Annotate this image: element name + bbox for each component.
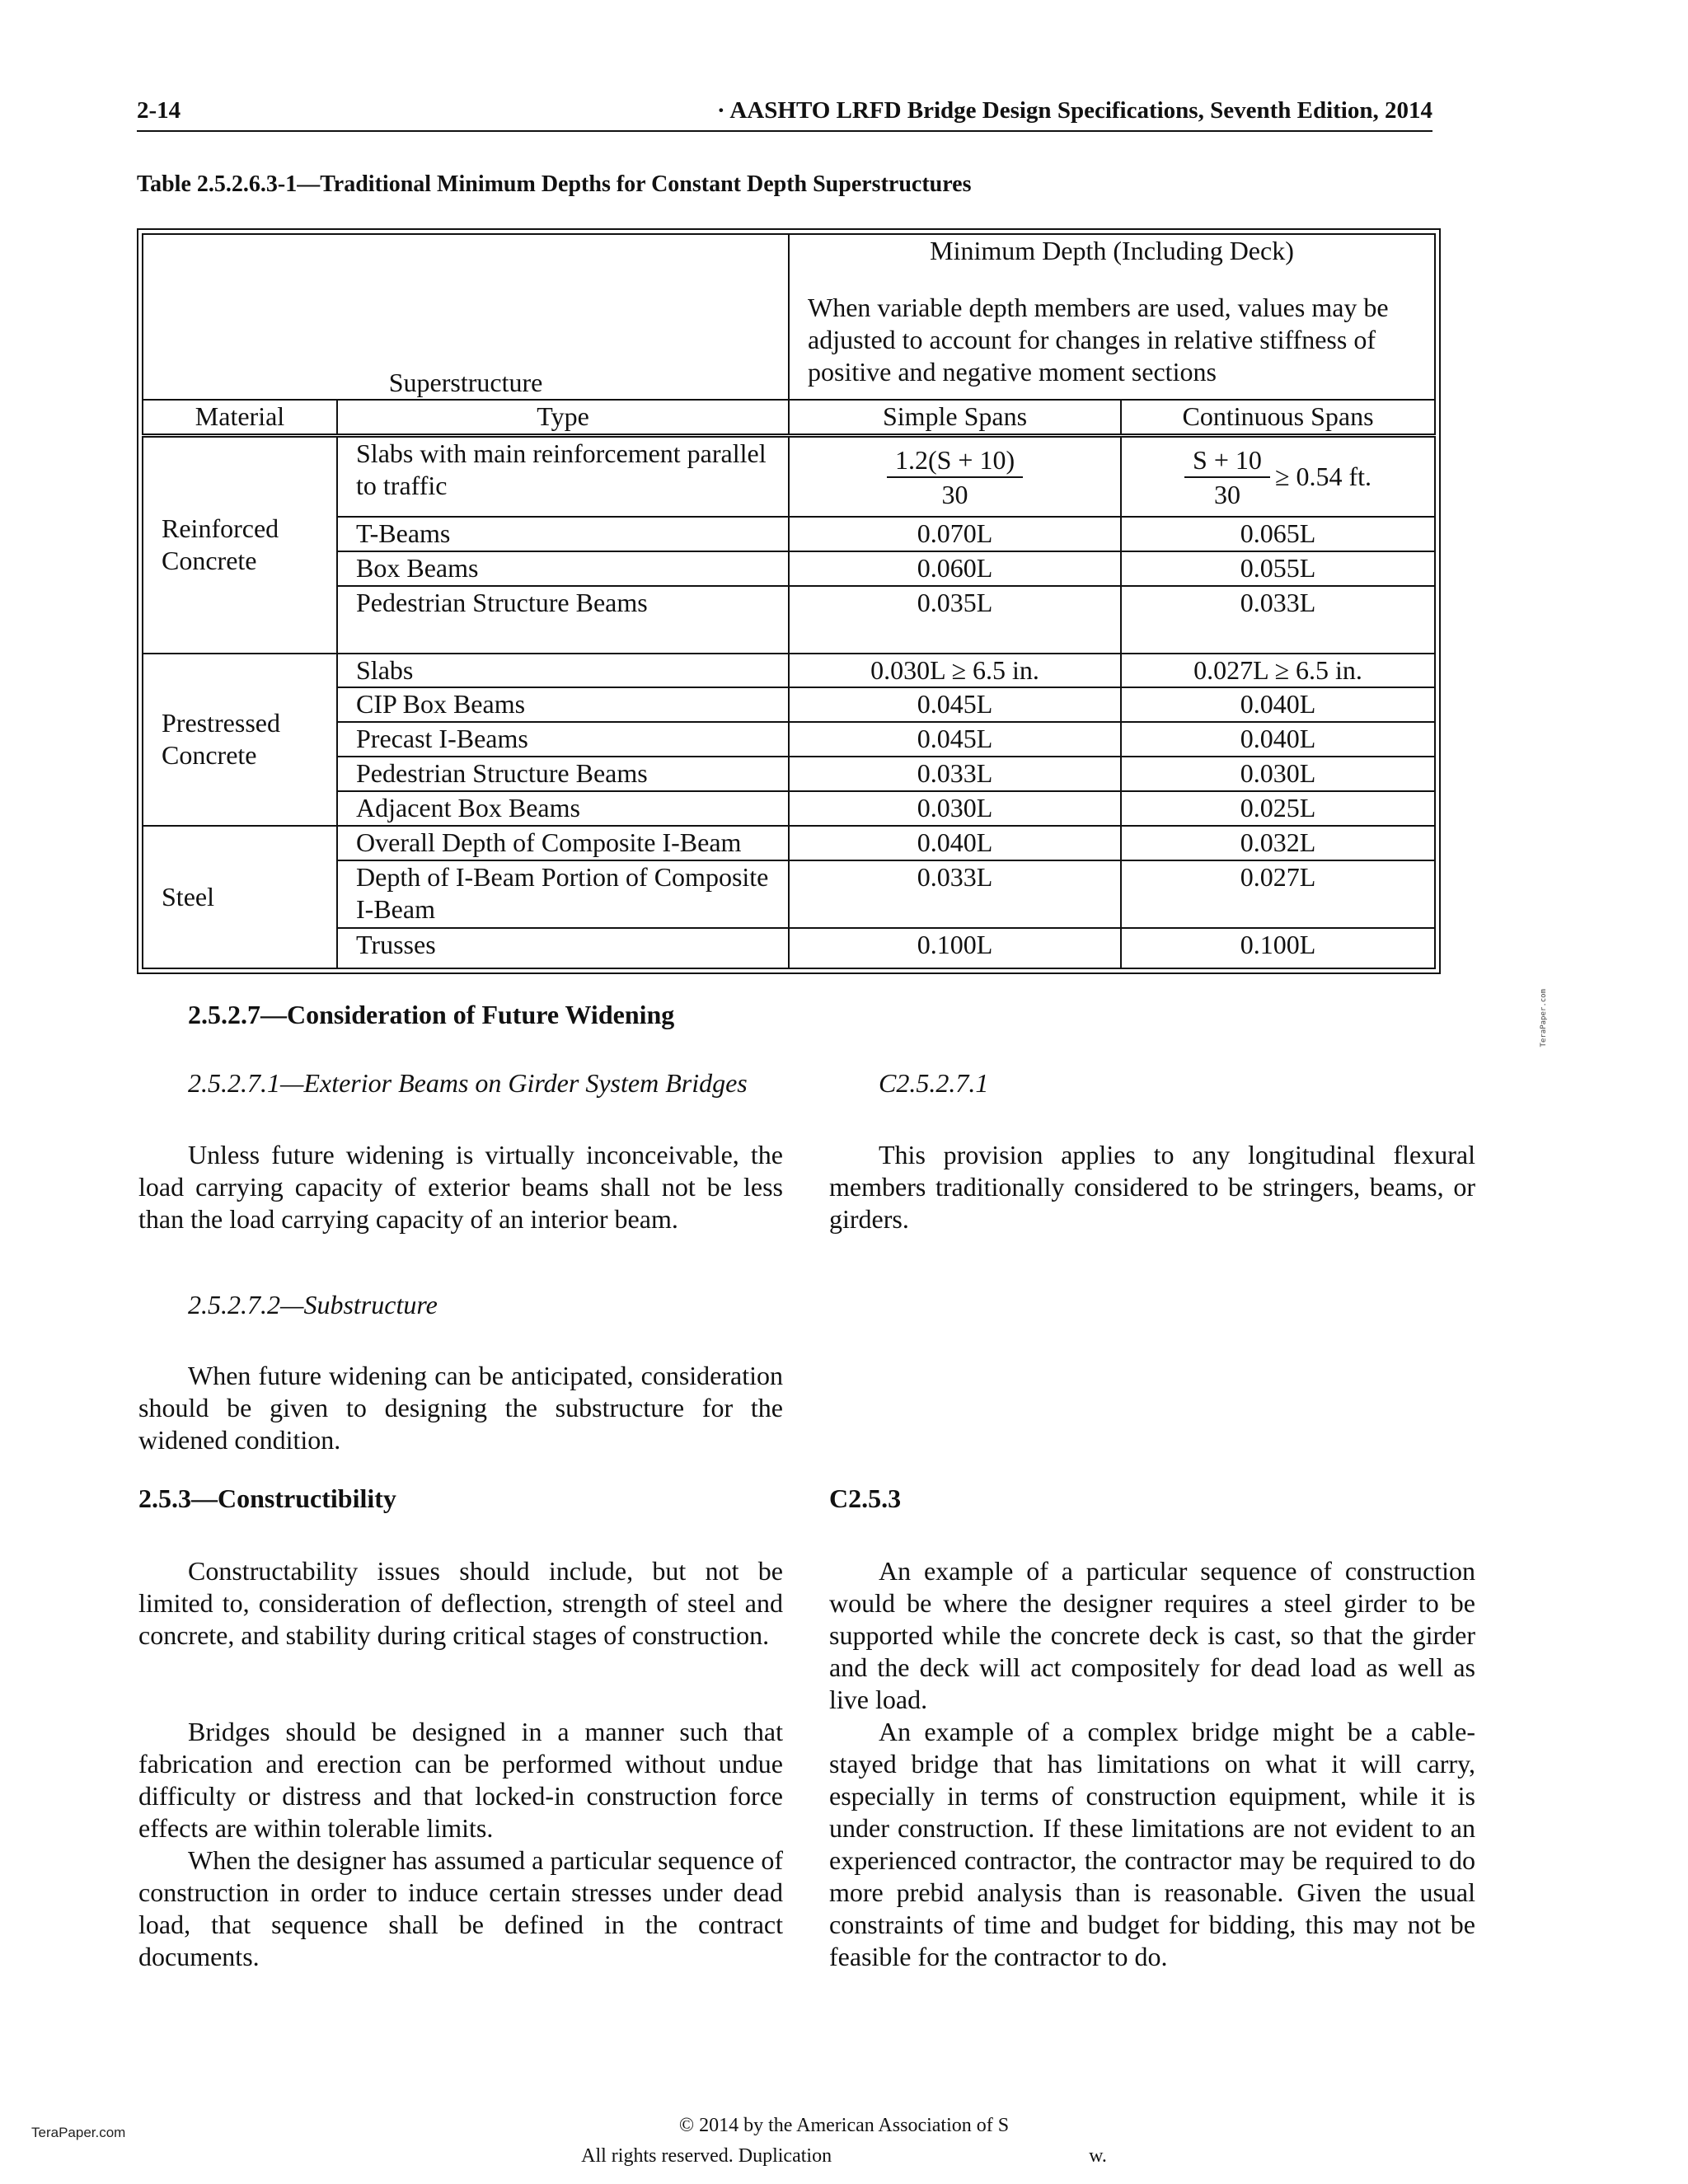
formula-simple-num: 1.2(S + 10) bbox=[887, 443, 1023, 478]
footer-line-1: © 2014 by the American Association of S bbox=[678, 2115, 1010, 2136]
value-continuous: 0.033L bbox=[1121, 586, 1435, 654]
value-simple: 0.070L bbox=[789, 517, 1121, 551]
paragraph-25272: When future widening can be anticipated, consideration should be given to designing the substructure for the widened condition. bbox=[138, 1361, 783, 1455]
footer-line-2 bbox=[0, 2145, 1688, 2168]
value-continuous: 0.040L bbox=[1121, 722, 1435, 757]
type-cell: Slabs bbox=[337, 654, 789, 688]
section-heading-2527: 2.5.2.7—Consideration of Future Widening bbox=[188, 1000, 675, 1029]
watermark-side: TeraPaper.com bbox=[1540, 989, 1548, 1047]
paragraph-25271: Unless future widening is virtually inconceivable, the load carrying capacity of exterior beams shall not be less than the load carrying capacity of an interior beam. bbox=[138, 1140, 783, 1234]
value-continuous: 0.027L ≥ 6.5 in. bbox=[1121, 654, 1435, 688]
footer-line-2-tail: w. bbox=[1089, 2145, 1107, 2167]
value-simple: 0.030L ≥ 6.5 in. bbox=[789, 654, 1121, 688]
running-title: · AASHTO LRFD Bridge Design Specifications, Seventh Edition, 2014 bbox=[717, 97, 1432, 124]
type-cell: Overall Depth of Composite I-Beam bbox=[337, 826, 789, 860]
type-cell: Pedestrian Structure Beams bbox=[337, 757, 789, 791]
value-simple: 0.060L bbox=[789, 551, 1121, 586]
type-cell: Box Beams bbox=[337, 551, 789, 586]
value-continuous: 0.030L bbox=[1121, 757, 1435, 791]
type-cell: T-Beams bbox=[337, 517, 789, 551]
formula-cont-den: 30 bbox=[1213, 479, 1240, 509]
watermark-foot: TeraPaper.com bbox=[31, 2125, 126, 2140]
type-cell: Adjacent Box Beams bbox=[337, 791, 789, 826]
footer-line-2-text: All rights reserved. Duplication bbox=[581, 2145, 832, 2167]
formula-continuous bbox=[1121, 436, 1435, 517]
col-type: Type bbox=[337, 400, 789, 435]
material-cell: Prestressed Concrete bbox=[143, 654, 337, 827]
subsection-heading-25271: 2.5.2.7.1—Exterior Beams on Girder System Bridges bbox=[188, 1068, 748, 1098]
type-cell: Precast I-Beams bbox=[337, 722, 789, 757]
type-cell: Trusses bbox=[337, 928, 789, 968]
paragraph-253-2-3: Bridges should be designed in a manner such that fabrication and erection can be performed without undue difficulty or distress and that locked-in construction force effects are within tolerable limits. When the designer has assumed a particular sequence of construction in order to induce certain stresses under dead load, that sequence shall be defined in the contract documents. bbox=[138, 1717, 783, 1971]
commentary-label-25271: C2.5.2.7.1 bbox=[879, 1068, 989, 1098]
type-cell: Depth of I-Beam Portion of Composite I-Beam bbox=[337, 860, 789, 928]
value-continuous: 0.027L bbox=[1121, 860, 1435, 928]
value-continuous: 0.025L bbox=[1121, 791, 1435, 826]
head-min-depth-cell bbox=[789, 234, 1435, 400]
type-cell: Pedestrian Structure Beams bbox=[337, 586, 789, 654]
col-simple: Simple Spans bbox=[789, 400, 1121, 435]
value-simple: 0.033L bbox=[789, 860, 1121, 928]
subsection-heading-25272: 2.5.2.7.2—Substructure bbox=[188, 1290, 438, 1319]
value-continuous: 0.065L bbox=[1121, 517, 1435, 551]
material-cell: Steel bbox=[143, 826, 337, 968]
type-cell: Slabs with main reinforcement parallel to traffic bbox=[337, 436, 789, 517]
value-continuous: 0.100L bbox=[1121, 928, 1435, 968]
header-rule bbox=[137, 130, 1432, 132]
value-continuous: 0.055L bbox=[1121, 551, 1435, 586]
value-simple: 0.045L bbox=[789, 722, 1121, 757]
head-min-depth: Minimum Depth (Including Deck) bbox=[930, 236, 1294, 265]
formula-simple-den: 30 bbox=[941, 479, 968, 509]
col-continuous: Continuous Spans bbox=[1121, 400, 1435, 435]
value-simple: 0.100L bbox=[789, 928, 1121, 968]
material-cell: Reinforced Concrete bbox=[143, 436, 337, 654]
paragraph-253-1: Constructability issues should include, but not be limited to, consideration of deflection, strength of steel and concrete, and stability during critical stages of construction. bbox=[138, 1556, 783, 1650]
commentary-253: An example of a particular sequence of construction would be where the designer requires a steel girder to be supported while the concrete deck is cast, so that the girder and the deck will act compositely for dead load as well as live load. An example of a complex bridge might be a cable-stayed bridge that has limitations on what it will carry, especially in terms of construction equipment, while it is under construction. If these limitations are not evident to an experienced contractor, the contractor may be required to do more prebid analysis than is reasonable. Given the usual constraints of time and budget for bidding, this may not be feasible for the contractor to do. bbox=[829, 1556, 1475, 1971]
formula-cont-num: S + 10 bbox=[1184, 443, 1270, 478]
formula-cont-suffix: ≥ 0.54 ft. bbox=[1274, 462, 1372, 492]
value-continuous: 0.032L bbox=[1121, 826, 1435, 860]
type-cell: CIP Box Beams bbox=[337, 687, 789, 722]
value-simple: 0.033L bbox=[789, 757, 1121, 791]
value-simple: 0.045L bbox=[789, 687, 1121, 722]
head-superstructure: Superstructure bbox=[143, 234, 789, 400]
commentary-label-253: C2.5.3 bbox=[829, 1483, 902, 1513]
value-simple: 0.040L bbox=[789, 826, 1121, 860]
formula-simple bbox=[789, 436, 1121, 517]
col-material: Material bbox=[143, 400, 337, 435]
value-simple: 0.035L bbox=[789, 586, 1121, 654]
min-depth-table bbox=[142, 233, 1436, 969]
value-continuous: 0.040L bbox=[1121, 687, 1435, 722]
table-caption: Table 2.5.2.6.3-1—Traditional Minimum Depths for Constant Depth Superstructures bbox=[137, 171, 972, 197]
page-number: 2-14 bbox=[137, 97, 181, 124]
head-note: When variable depth members are used, values may be adjusted to account for changes in relative stiffness of positive and negative moment sections bbox=[808, 293, 1389, 387]
commentary-25271: This provision applies to any longitudinal flexural members traditionally considered to be stringers, beams, or girders. bbox=[829, 1140, 1475, 1234]
value-simple: 0.030L bbox=[789, 791, 1121, 826]
section-heading-253: 2.5.3—Constructibility bbox=[138, 1483, 396, 1513]
